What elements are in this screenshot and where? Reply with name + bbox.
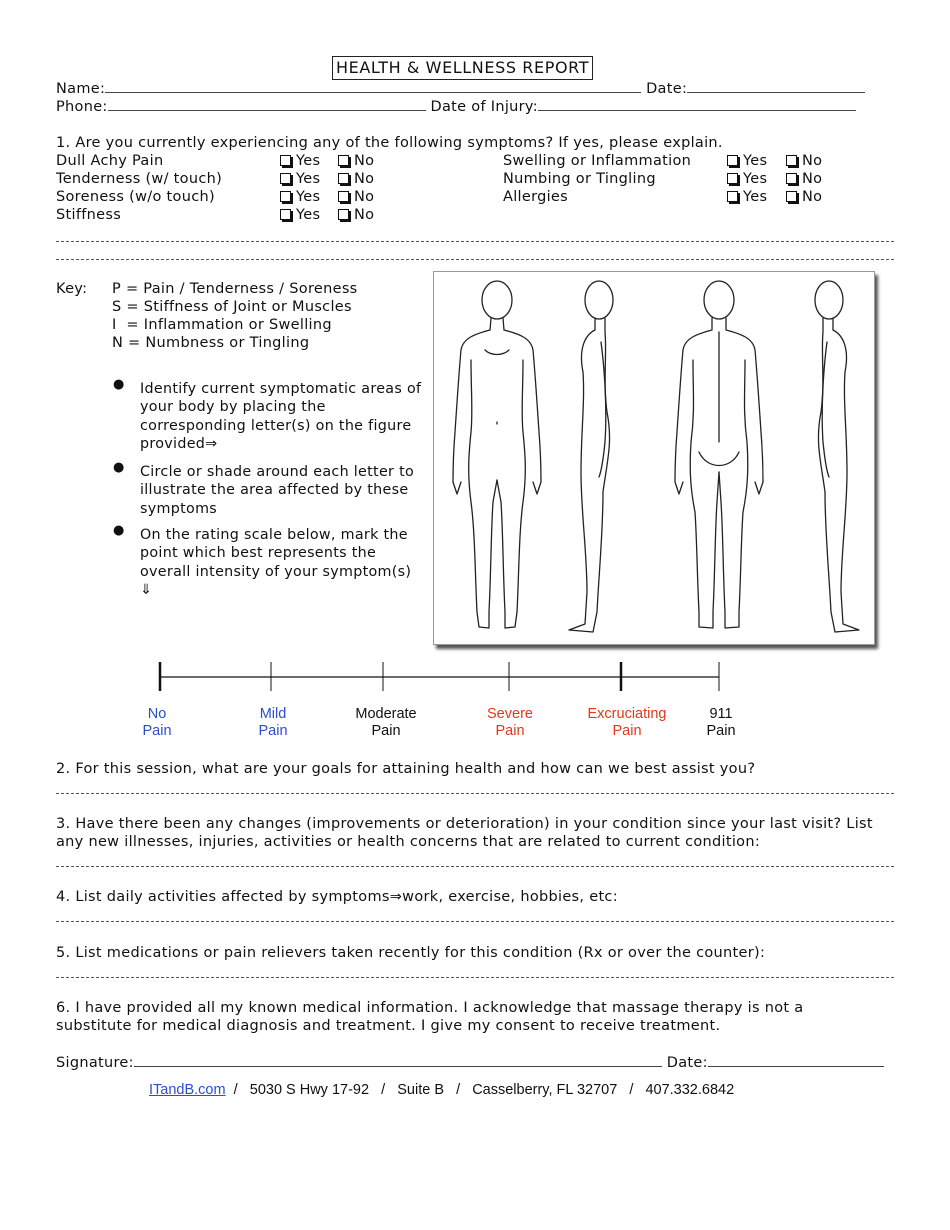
scale-label-911-pain: 911 Pain — [706, 706, 736, 739]
instruction-text: Identify current symptomatic areas of your body by placing the corresponding letter(s) on the figure provided⇒ — [140, 381, 422, 452]
yes-checkbox[interactable]: Yes — [280, 189, 320, 205]
symptom-label: Tenderness (w/ touch) — [56, 171, 223, 187]
no-checkbox[interactable]: No — [338, 189, 374, 205]
key-item: P = Pain / Tenderness / Soreness — [112, 281, 358, 297]
q1-question: 1. Are you currently experiencing any of the following symptoms? If yes, please explain. — [56, 135, 723, 151]
name-field[interactable] — [105, 80, 641, 93]
instruction-text: Circle or shade around each letter to illustrate the area affected by these symptoms — [140, 464, 415, 517]
checkbox-icon — [280, 173, 291, 184]
checkbox-icon — [786, 191, 797, 202]
checkbox-icon — [338, 209, 349, 220]
checkbox-icon — [338, 173, 349, 184]
q4-question: 4. List daily activities affected by symptoms⇒work, exercise, hobbies, etc: — [56, 889, 618, 905]
symptom-label: Allergies — [503, 189, 569, 205]
back-figure — [675, 281, 763, 628]
symptom-label: Dull Achy Pain — [56, 153, 164, 169]
instruction-text: On the rating scale below, mark the point which best represents the overall intensity of your symptom(s) ⇓ — [140, 527, 412, 598]
checkbox-icon — [727, 173, 738, 184]
side-figure-right — [815, 281, 859, 632]
date-label: Date: — [646, 81, 688, 97]
website-link[interactable]: ITandB.com — [149, 1082, 226, 1098]
injury-date-label: Date of Injury: — [430, 99, 538, 115]
key-item: I = Inflammation or Swelling — [112, 317, 332, 333]
no-checkbox[interactable]: No — [786, 189, 822, 205]
footer — [149, 1082, 734, 1098]
checkbox-icon — [338, 191, 349, 202]
signature-date-field[interactable] — [708, 1054, 884, 1067]
front-figure — [453, 281, 541, 628]
checkbox-icon — [280, 191, 291, 202]
checkbox-icon — [786, 173, 797, 184]
answer-line[interactable] — [56, 793, 894, 794]
scale-label-moderate-pain: Moderate Pain — [355, 706, 417, 739]
no-checkbox[interactable]: No — [338, 171, 374, 187]
yes-checkbox[interactable]: Yes — [280, 207, 320, 223]
symptom-label: Numbing or Tingling — [503, 171, 656, 187]
scale-label-severe-pain: Severe Pain — [487, 706, 533, 739]
phone-label: Phone: — [56, 99, 108, 115]
yes-checkbox[interactable]: Yes — [727, 189, 767, 205]
key-label: Key: — [56, 281, 88, 297]
checkbox-icon — [727, 155, 738, 166]
injury-date-field[interactable] — [538, 98, 856, 111]
checkbox-icon — [280, 155, 291, 166]
body-figures-illustration — [434, 272, 874, 644]
name-row — [56, 80, 865, 97]
symptom-label: Swelling or Inflammation — [503, 153, 692, 169]
no-checkbox[interactable]: No — [338, 153, 374, 169]
body-diagram[interactable] — [433, 271, 875, 645]
bullet-icon: ● — [113, 460, 125, 475]
signature-field[interactable] — [134, 1054, 662, 1067]
name-label: Name: — [56, 81, 106, 97]
symptom-label: Stiffness — [56, 207, 122, 223]
signature-date-label: Date: — [666, 1055, 708, 1071]
signature-row — [56, 1054, 884, 1071]
bullet-icon: ● — [113, 523, 125, 538]
phone-field[interactable] — [108, 98, 426, 111]
scale-label-excruciating-pain: Excruciating Pain — [587, 706, 667, 739]
pain-scale-line[interactable] — [150, 660, 730, 692]
yes-checkbox[interactable]: Yes — [727, 153, 767, 169]
phone-row — [56, 98, 856, 115]
symptom-label: Soreness (w/o touch) — [56, 189, 215, 205]
no-checkbox[interactable]: No — [786, 153, 822, 169]
no-checkbox[interactable]: No — [338, 207, 374, 223]
side-figure-left — [569, 281, 613, 632]
q6-consent-statement: 6. I have provided all my known medical information. I acknowledge that massage therapy is not a substitute for medical diagnosis and treatment. I give my consent to receive treatment. — [56, 1000, 804, 1035]
scale-label-mild-pain: Mild Pain — [258, 706, 288, 739]
key-item: N = Numbness or Tingling — [112, 335, 310, 351]
date-field[interactable] — [687, 80, 865, 93]
q5-question: 5. List medications or pain relievers taken recently for this condition (Rx or over the counter): — [56, 945, 766, 961]
answer-line[interactable] — [56, 921, 894, 922]
q3-question: 3. Have there been any changes (improvements or deterioration) in your condition since your last visit? List any new illnesses, injuries, activities or health concerns that are related to current condition: — [56, 816, 873, 851]
answer-line[interactable] — [56, 866, 894, 867]
checkbox-icon — [338, 155, 349, 166]
footer-address: / 5030 S Hwy 17-92 / Suite B / Casselberry, FL 32707 / 407.332.6842 — [225, 1082, 735, 1098]
bullet-icon: ● — [113, 377, 125, 392]
key-item: S = Stiffness of Joint or Muscles — [112, 299, 352, 315]
signature-label: Signature: — [56, 1055, 134, 1071]
checkbox-icon — [786, 155, 797, 166]
checkbox-icon — [727, 191, 738, 202]
yes-checkbox[interactable]: Yes — [280, 153, 320, 169]
answer-line[interactable] — [56, 241, 894, 242]
q2-question: 2. For this session, what are your goals for attaining health and how can we best assist you? — [56, 761, 756, 777]
yes-checkbox[interactable]: Yes — [727, 171, 767, 187]
no-checkbox[interactable]: No — [786, 171, 822, 187]
form-title: HEALTH & WELLNESS REPORT — [332, 56, 593, 80]
answer-line[interactable] — [56, 259, 894, 260]
answer-line[interactable] — [56, 977, 894, 978]
yes-checkbox[interactable]: Yes — [280, 171, 320, 187]
scale-label-no-pain: No Pain — [142, 706, 172, 739]
checkbox-icon — [280, 209, 291, 220]
